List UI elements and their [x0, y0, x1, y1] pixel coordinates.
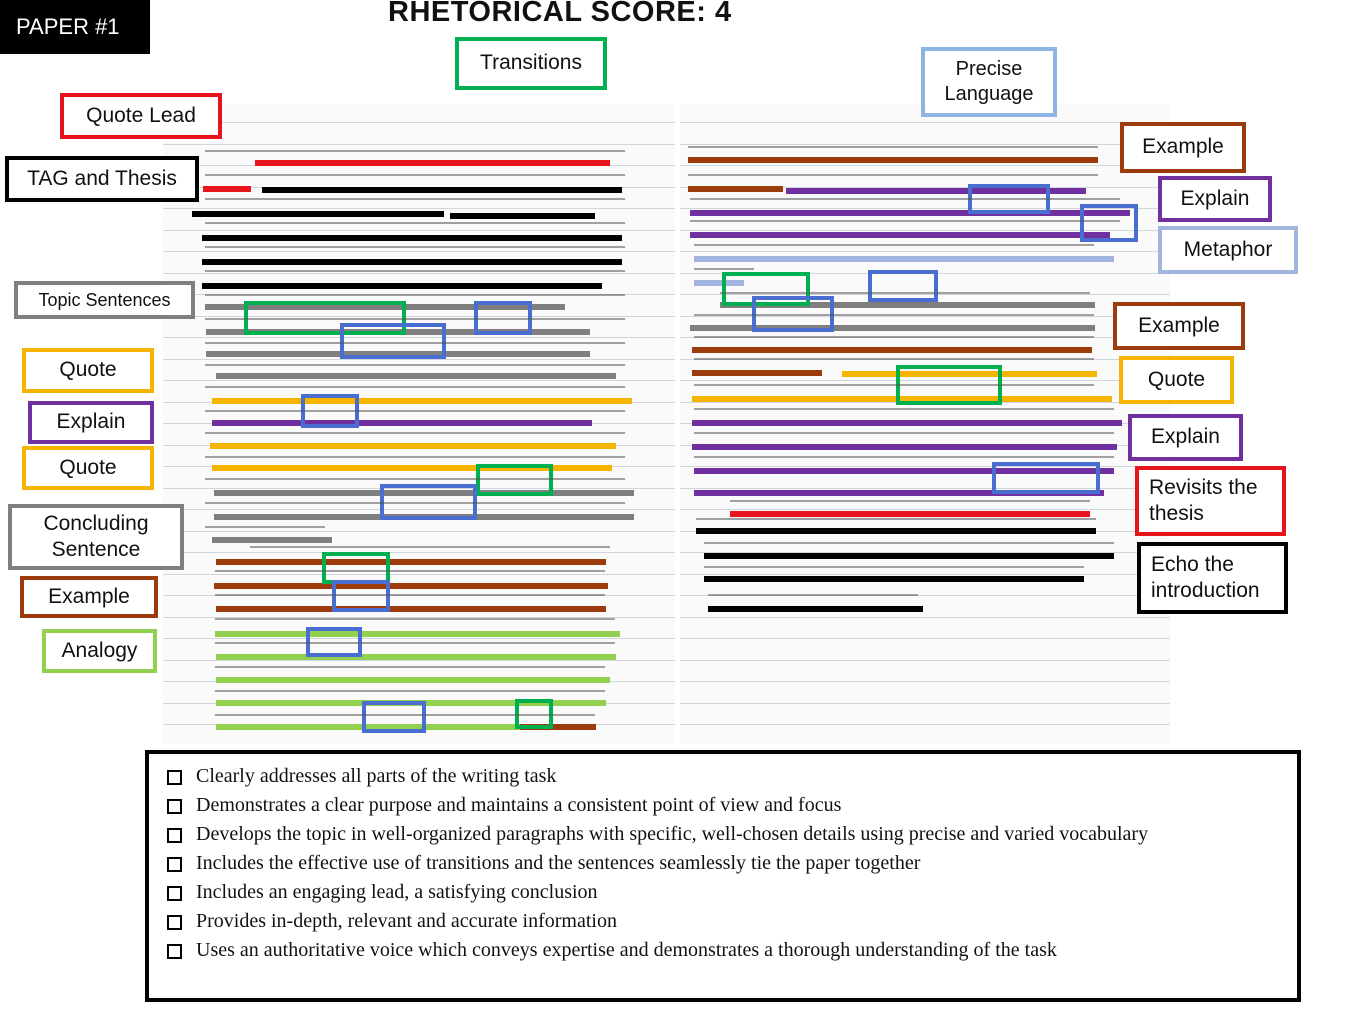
- handwriting-stroke: [696, 518, 1096, 520]
- highlight-underline: [692, 444, 1117, 450]
- ruled-line: [680, 509, 1170, 510]
- highlight-underline: [212, 420, 592, 426]
- label-analogy: Analogy: [42, 629, 157, 673]
- handwriting-stroke: [720, 292, 1090, 294]
- handwriting-stroke: [694, 432, 1114, 434]
- highlight-box: [476, 464, 553, 496]
- highlight-underline: [192, 211, 444, 217]
- label-quote-2: Quote: [22, 446, 154, 490]
- ruled-line: [163, 316, 675, 317]
- handwriting-stroke: [694, 268, 754, 270]
- handwriting-stroke: [205, 456, 625, 458]
- highlight-underline: [216, 654, 616, 660]
- highlight-underline: [692, 420, 1122, 426]
- highlight-underline: [210, 443, 616, 449]
- handwriting-stroke: [704, 566, 1084, 568]
- handwriting-stroke: [205, 432, 625, 434]
- ruled-line: [680, 660, 1170, 661]
- handwriting-stroke: [205, 246, 625, 248]
- handwriting-stroke: [694, 384, 1094, 386]
- highlight-underline: [202, 283, 602, 289]
- highlight-box: [1080, 204, 1138, 242]
- highlight-underline: [690, 232, 1110, 238]
- handwriting-stroke: [205, 174, 625, 176]
- ruled-line: [680, 122, 1170, 123]
- handwriting-stroke: [708, 594, 918, 596]
- highlight-underline: [216, 373, 616, 379]
- handwriting-stroke: [215, 594, 605, 596]
- ruled-line: [680, 724, 1170, 725]
- highlight-underline: [690, 210, 1130, 216]
- ruled-line: [163, 531, 675, 532]
- label-metaphor: Metaphor: [1158, 226, 1298, 274]
- highlight-underline: [692, 347, 1092, 353]
- paper-badge: PAPER #1: [0, 0, 150, 54]
- handwriting-stroke: [704, 542, 1114, 544]
- handwriting-stroke: [205, 342, 625, 344]
- label-example-1: Example: [20, 576, 158, 618]
- label-quote-lead: Quote Lead: [60, 93, 222, 139]
- handwriting-stroke: [694, 314, 1094, 316]
- handwriting-stroke: [205, 502, 625, 504]
- handwriting-stroke: [694, 336, 1094, 338]
- ruled-line: [680, 251, 1170, 252]
- handwriting-stroke: [730, 500, 1090, 502]
- highlight-underline: [690, 325, 1095, 331]
- page-title: RHETORICAL SCORE: 4: [388, 0, 732, 28]
- handwriting-stroke: [694, 456, 1114, 458]
- ruled-line: [680, 574, 1170, 575]
- highlight-box: [992, 462, 1100, 494]
- handwriting-stroke: [205, 364, 625, 366]
- highlight-box: [332, 580, 390, 612]
- highlight-underline: [202, 259, 622, 265]
- handwriting-stroke: [215, 714, 595, 716]
- handwriting-stroke: [688, 174, 1098, 176]
- handwriting-stroke: [215, 618, 615, 620]
- ruled-line: [680, 681, 1170, 682]
- highlight-underline: [216, 677, 610, 683]
- handwriting-stroke: [205, 526, 325, 528]
- ruled-line: [163, 144, 675, 145]
- handwriting-stroke: [690, 220, 1120, 222]
- label-revisits-thesis: Revisits the thesis: [1135, 466, 1286, 536]
- highlight-underline: [704, 576, 1084, 582]
- handwriting-stroke: [205, 198, 625, 200]
- criteria-item: Clearly addresses all parts of the writing task: [163, 762, 1283, 791]
- handwriting-stroke: [205, 386, 625, 388]
- ruled-line: [163, 251, 675, 252]
- highlight-underline: [688, 186, 783, 192]
- label-explain-3: Explain: [1128, 414, 1243, 461]
- ruled-line: [163, 574, 675, 575]
- highlight-underline: [202, 235, 622, 241]
- highlight-underline: [694, 256, 1114, 262]
- ruled-line: [163, 552, 675, 553]
- highlight-underline: [262, 187, 622, 193]
- highlight-underline: [688, 157, 1098, 163]
- handwriting-stroke: [694, 408, 1114, 410]
- ruled-line: [680, 703, 1170, 704]
- label-concluding-sentence: Concluding Sentence: [8, 504, 184, 570]
- ruled-line: [163, 638, 675, 639]
- highlight-box: [340, 323, 446, 359]
- label-topic-sentences: Topic Sentences: [14, 281, 195, 319]
- highlight-underline: [708, 606, 923, 612]
- ruled-line: [163, 208, 675, 209]
- highlight-underline: [450, 213, 595, 219]
- highlight-underline: [203, 186, 251, 192]
- handwriting-stroke: [694, 358, 1094, 360]
- handwriting-stroke: [205, 318, 625, 320]
- highlight-underline: [704, 553, 1114, 559]
- label-precise-language: Precise Language: [921, 47, 1057, 117]
- ruled-line: [163, 230, 675, 231]
- handwriting-stroke: [215, 642, 615, 644]
- rubric-criteria: [145, 750, 1301, 1002]
- ruled-line: [680, 144, 1170, 145]
- criteria-list: [163, 762, 1283, 965]
- label-quote-1: Quote: [22, 348, 154, 393]
- highlight-underline: [214, 583, 608, 589]
- label-transitions: Transitions: [455, 37, 607, 90]
- highlight-underline: [255, 160, 610, 166]
- criteria-item: Provides in-depth, relevant and accurate information: [163, 907, 1283, 936]
- handwriting-stroke: [205, 222, 625, 224]
- highlight-underline: [692, 370, 822, 376]
- highlight-underline: [216, 559, 606, 565]
- handwriting-stroke: [205, 478, 625, 480]
- highlight-underline: [212, 398, 632, 404]
- handwriting-stroke: [215, 570, 605, 572]
- label-explain-1: Explain: [28, 401, 154, 444]
- criteria-item: Develops the topic in well-organized paragraphs with specific, well-chosen details using precise and varied vocabulary: [163, 820, 1283, 849]
- ruled-line: [680, 617, 1170, 618]
- label-example-3: Example: [1113, 302, 1245, 350]
- label-quote-3: Quote: [1119, 356, 1234, 404]
- criteria-item: Demonstrates a clear purpose and maintains a consistent point of view and focus: [163, 791, 1283, 820]
- highlight-underline: [216, 606, 606, 612]
- criteria-item: Includes the effective use of transitions and the sentences seamlessly tie the paper together: [163, 849, 1283, 878]
- label-tag-thesis: TAG and Thesis: [5, 156, 199, 202]
- handwriting-stroke: [205, 410, 625, 412]
- ruled-line: [680, 638, 1170, 639]
- handwriting-stroke: [688, 146, 1098, 148]
- handwriting-stroke: [690, 198, 1120, 200]
- handwriting-stroke: [215, 690, 605, 692]
- handwriting-stroke: [694, 244, 1094, 246]
- label-echo-introduction: Echo the introduction: [1137, 542, 1288, 614]
- criteria-item: Uses an authoritative voice which conveys expertise and demonstrates a thorough understanding of the task: [163, 936, 1283, 965]
- handwriting-stroke: [250, 546, 610, 548]
- handwriting-stroke: [205, 270, 625, 272]
- handwriting-stroke: [205, 294, 625, 296]
- highlight-underline: [212, 537, 332, 543]
- criteria-item: Includes an engaging lead, a satisfying conclusion: [163, 878, 1283, 907]
- label-example-2: Example: [1120, 122, 1246, 173]
- highlight-box: [868, 270, 938, 302]
- highlight-underline: [730, 511, 1090, 517]
- handwriting-stroke: [215, 666, 605, 668]
- ruled-line: [163, 380, 675, 381]
- ruled-line: [680, 165, 1170, 166]
- ruled-line: [163, 273, 675, 274]
- label-explain-2: Explain: [1158, 176, 1272, 222]
- highlight-underline: [696, 528, 1096, 534]
- highlight-box: [362, 701, 426, 733]
- highlight-underline: [215, 631, 620, 637]
- handwriting-stroke: [205, 150, 625, 152]
- ruled-line: [163, 122, 675, 123]
